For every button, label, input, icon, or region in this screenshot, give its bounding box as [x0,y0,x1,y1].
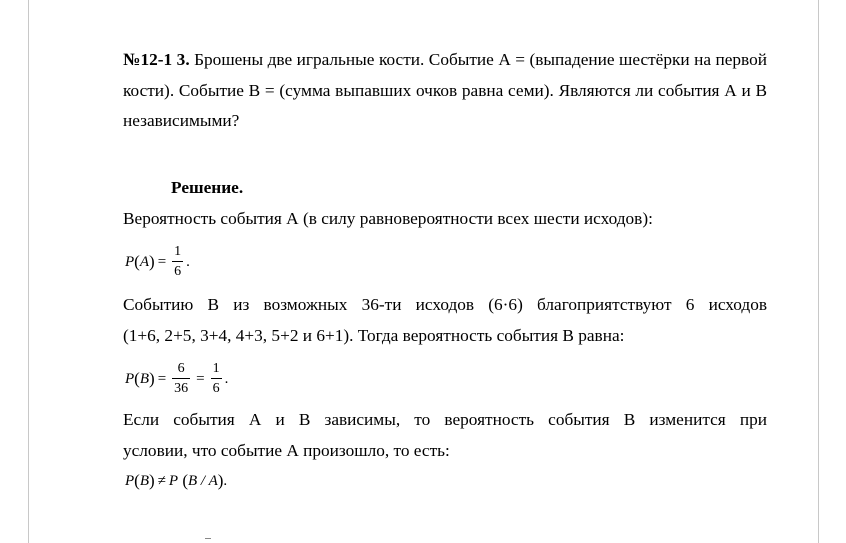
formula1-period: . [186,253,190,270]
problem-statement [123,45,767,137]
formula1-equals: = [157,253,167,270]
formula3-arg-left: B [139,473,150,489]
formula1-numerator: 1 [174,244,182,259]
formula2-denominator-2: 6 [212,381,220,396]
paragraph-dependence-line2: условии, что событие А произошло, то есть: [123,440,450,460]
formula3-arg-right: B / A [188,473,218,489]
cut-off-mark [205,538,211,542]
formula1-denominator: 6 [174,264,182,279]
formula-probability-b: P ( B ) = $\frac{6}{36}$ = $\frac{1}{6}$ . [125,361,229,396]
formula2-arg: B [139,370,150,387]
formula3-func-right: P [168,473,179,489]
paragraph-event-b-line2: (1+6, 2+5, 3+4, 4+3, 5+2 и 6+1). Тогда вероятность события В равна: [123,325,625,345]
paragraph-dependence [123,405,767,466]
page-left-edge [28,0,29,543]
formula2-func: P [125,370,135,387]
formula2-fraction-2 [211,360,222,397]
formula2-period: . [224,370,229,387]
formula3-func-left: P [125,473,135,489]
paragraph-event-b [123,290,767,351]
formula2-fraction-1 [172,360,190,397]
solution-heading: Решение. [171,178,244,197]
formula-conditional: P ( B ) ≠ P ( B / A ) . [125,471,228,490]
formula3-period: . [223,473,228,489]
paragraph-event-b-line1: Событию В из возможных 36-ти исходов (6·6) благоприятствуют 6 исходов [123,295,767,314]
formula3-not-equal: ≠ [157,473,166,489]
page-right-edge [818,0,819,543]
problem-number: №12-1 3. [123,50,190,69]
formula2-denominator-1: 36 [174,381,189,396]
formula1-arg: A [139,253,150,270]
formula1-func: P [125,253,135,270]
formula2-equals-2: = [196,370,205,387]
formula1-fraction [172,243,183,280]
formula2-equals-1: = [157,370,167,387]
formula2-numerator-2: 1 [212,361,220,376]
paragraph-dependence-line1: Если события А и В зависимы, то вероятность события В изменится при [123,410,767,429]
formula2-numerator-1: 6 [177,361,185,376]
formula-probability-a: P ( A ) = $\frac{1}{6}$ . [125,244,190,279]
problem-text: Брошены две игральные кости. Событие А = (выпадение шестёрки на первой кости). Событие В = (сумма выпавших очков равна семи). Являются ли события А и В независимыми? [123,50,767,130]
paragraph-probability-a: Вероятность события А (в силу равновероятности всех шести исходов): [123,209,653,228]
